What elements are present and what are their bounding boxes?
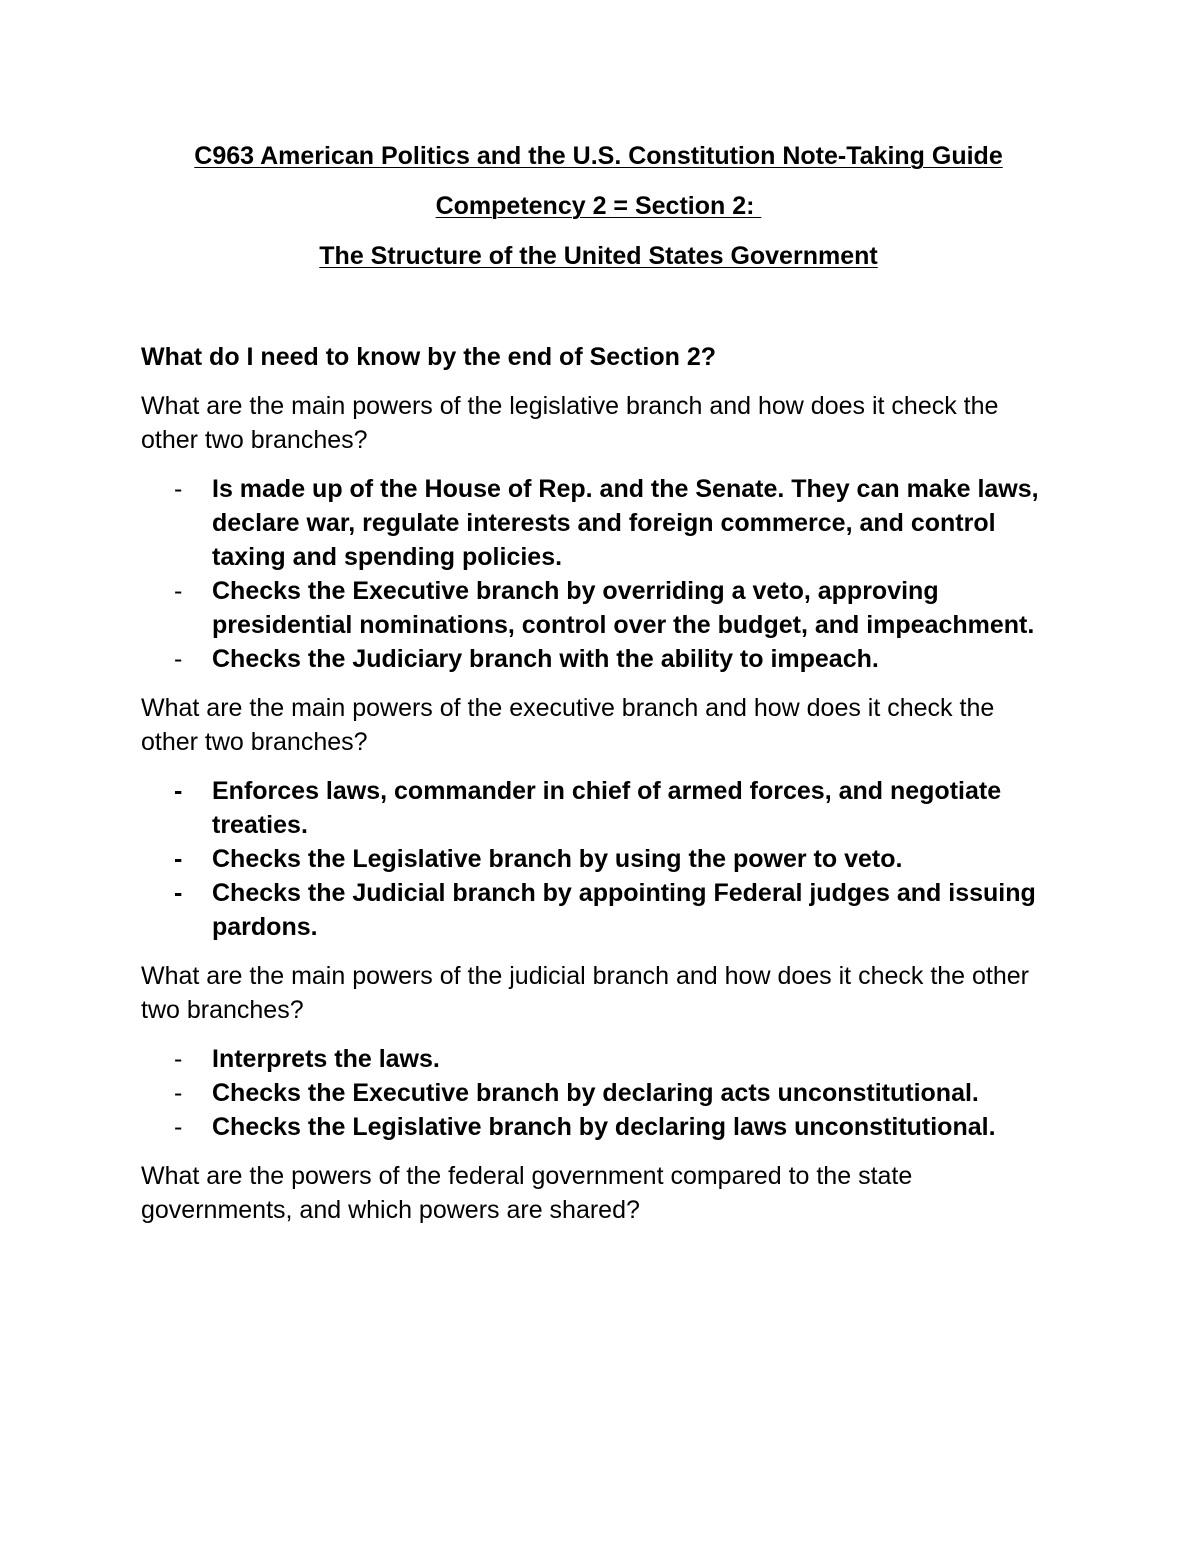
answer-list-legislative [141, 472, 1056, 676]
list-item-text: Checks the Legislative branch by using the power to veto. [212, 845, 903, 873]
list-item-text: Checks the Judicial branch by appointing Federal judges and issuing pardons. [212, 879, 1036, 941]
bullet-dash: - [174, 475, 183, 503]
list-item [141, 1110, 1056, 1144]
list-item [141, 642, 1056, 676]
list-item-text: Checks the Executive branch by declaring acts unconstitutional. [212, 1079, 979, 1107]
list-item-text: Is made up of the House of Rep. and the Senate. They can make laws, declare war, regulate interests and foreign commerce, and control taxing and spending policies. [212, 475, 1039, 571]
list-item-text: Enforces laws, commander in chief of armed forces, and negotiate treaties. [212, 777, 1002, 839]
list-item [141, 574, 1056, 642]
list-item [141, 472, 1056, 574]
list-item [141, 1042, 1056, 1076]
answer-list-judicial [141, 1042, 1056, 1144]
question-judicial: What are the main powers of the judicial branch and how does it check the other two branches? [141, 962, 1030, 1024]
list-item [141, 1076, 1056, 1110]
bullet-dash: - [174, 879, 183, 907]
bullet-dash: - [174, 1045, 183, 1073]
list-item-text: Checks the Executive branch by overriding a veto, approving presidential nominations, control over the budget, and impeachment. [212, 577, 1035, 639]
answer-list-executive [141, 774, 1056, 944]
list-item-text: Checks the Judiciary branch with the ability to impeach. [212, 645, 879, 673]
bullet-dash: - [174, 1079, 183, 1107]
list-item [141, 774, 1056, 842]
bullet-dash: - [174, 645, 183, 673]
question-federal-state: What are the powers of the federal government compared to the state governments, and which powers are shared? [141, 1162, 913, 1224]
document-subtitle-topic: The Structure of the United States Government [319, 242, 878, 270]
list-item-text: Interprets the laws. [212, 1045, 440, 1073]
document-subtitle-competency: Competency 2 = Section 2: [435, 192, 762, 220]
list-item-text: Checks the Legislative branch by declaring laws unconstitutional. [212, 1113, 996, 1141]
list-item [141, 842, 1056, 876]
document-title: C963 American Politics and the U.S. Constitution Note-Taking Guide [194, 142, 1003, 170]
question-legislative: What are the main powers of the legislative branch and how does it check the other two branches? [141, 392, 999, 454]
list-item [141, 876, 1056, 944]
section-heading: What do I need to know by the end of Section 2? [141, 343, 717, 371]
bullet-dash: - [174, 777, 183, 805]
bullet-dash: - [174, 1113, 183, 1141]
question-executive: What are the main powers of the executive branch and how does it check the other two branches? [141, 694, 995, 756]
bullet-dash: - [174, 845, 183, 873]
bullet-dash: - [174, 577, 183, 605]
